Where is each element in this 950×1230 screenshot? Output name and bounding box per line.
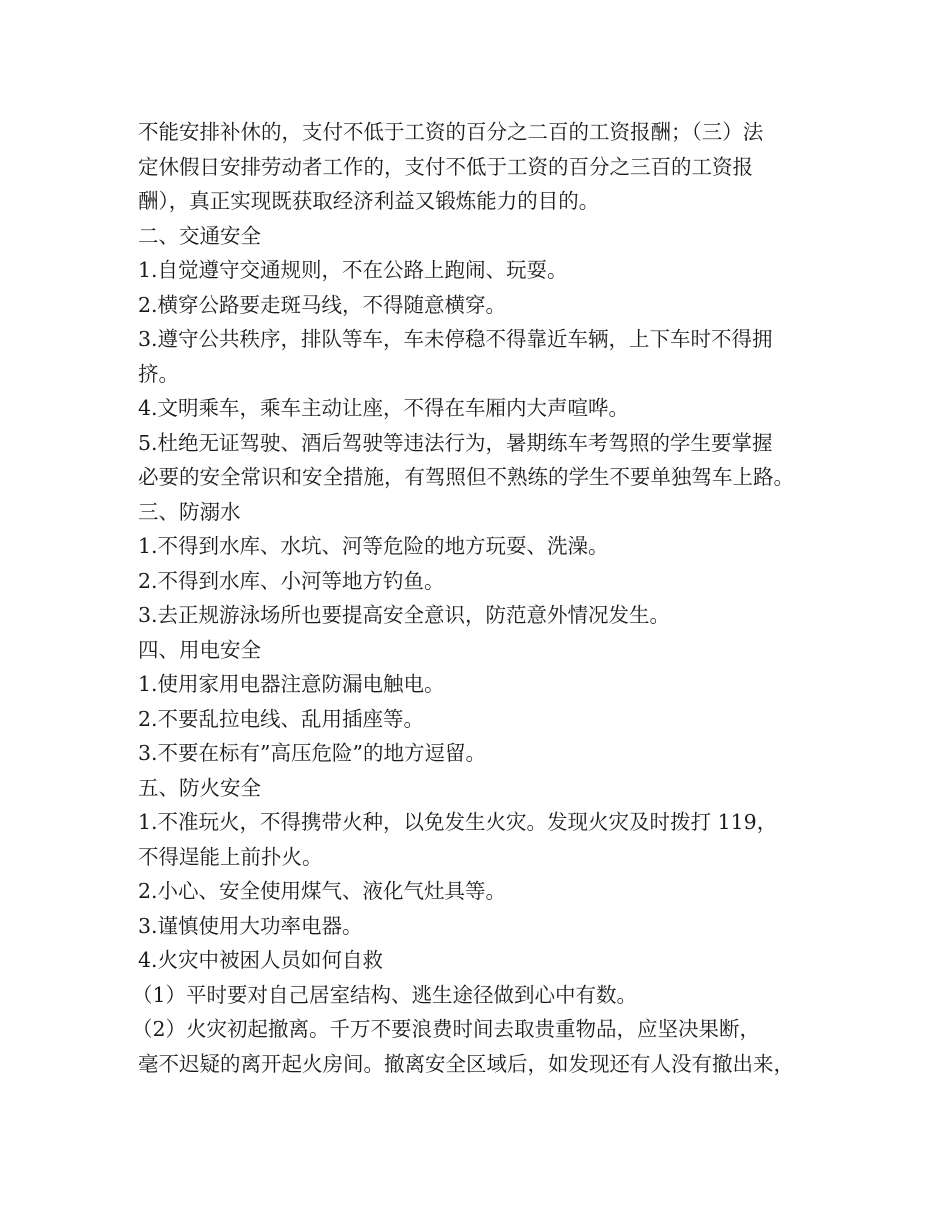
document-body [132,115,838,1081]
section-heading-electrical-safety: 四、用电安全 [138,637,261,662]
list-item: 3.去正规游泳场所也要提高安全意识，防范意外情况发生。 [138,603,671,627]
paragraph-line: 不能安排补休的，支付不低于工资的百分之二百的工资报酬；（三）法 [138,120,764,144]
paragraph-line: 定休假日安排劳动者工作的，支付不低于工资的百分之三百的工资报 [138,154,753,179]
list-item: 1.自觉遵守交通规则，不在公路上跑闹、玩耍。 [138,258,568,282]
sub-list-item-continuation: 毫不迟疑的离开起火房间。撤离安全区域后，如发现还有人没有撤出来， [138,1051,794,1076]
section-heading-drowning-prevention: 三、防溺水 [138,499,241,524]
list-item: 2.不要乱拉电线、乱用插座等。 [138,706,425,731]
list-item: 2.小心、安全使用煤气、液化气灶具等。 [138,879,507,903]
list-item-continuation: 必要的安全常识和安全措施，有驾照但不熟练的学生不要单独驾车上路。 [138,465,794,489]
list-item: 5.杜绝无证驾驶、酒后驾驶等违法行为，暑期练车考驾照的学生要掌握 [138,430,773,455]
paragraph-line: 酬），真正实现既获取经济利益又锻炼能力的目的。 [138,189,600,213]
section-heading-traffic-safety: 二、交通安全 [138,223,261,248]
list-item: 1.不得到水库、水坑、河等危险的地方玩耍、洗澡。 [138,534,609,558]
list-item-continuation: 挤。 [138,361,179,386]
list-item: 4.文明乘车，乘车主动让座，不得在车厢内大声喧哗。 [138,396,630,420]
sub-list-item: （2）火灾初起撤离。千万不要浪费时间去取贵重物品，应坚决果断， [132,1017,761,1041]
list-item: 2.横穿公路要走斑马线，不得随意横穿。 [138,292,507,317]
section-heading-fire-safety: 五、防火安全 [138,775,261,800]
list-item: 1.不准玩火，不得携带火种，以免发生火灾。发现火灾及时拨打 119， [138,810,778,834]
list-item: 4.火灾中被困人员如何自救 [138,948,384,972]
list-item: 2.不得到水库、小河等地方钓鱼。 [138,568,445,593]
sub-list-item: （1）平时要对自己居室结构、逃生途径做到心中有数。 [132,982,638,1007]
list-item: 3.遵守公共秩序，排队等车，车未停稳不得靠近车辆，上下车时不得拥 [138,327,773,351]
list-item: 3.不要在标有”高压危险”的地方逗留。 [138,741,487,765]
list-item: 1.使用家用电器注意防漏电触电。 [138,672,445,696]
list-item-continuation: 不得逞能上前扑火。 [138,844,323,869]
list-item: 3.谨慎使用大功率电器。 [138,913,363,938]
